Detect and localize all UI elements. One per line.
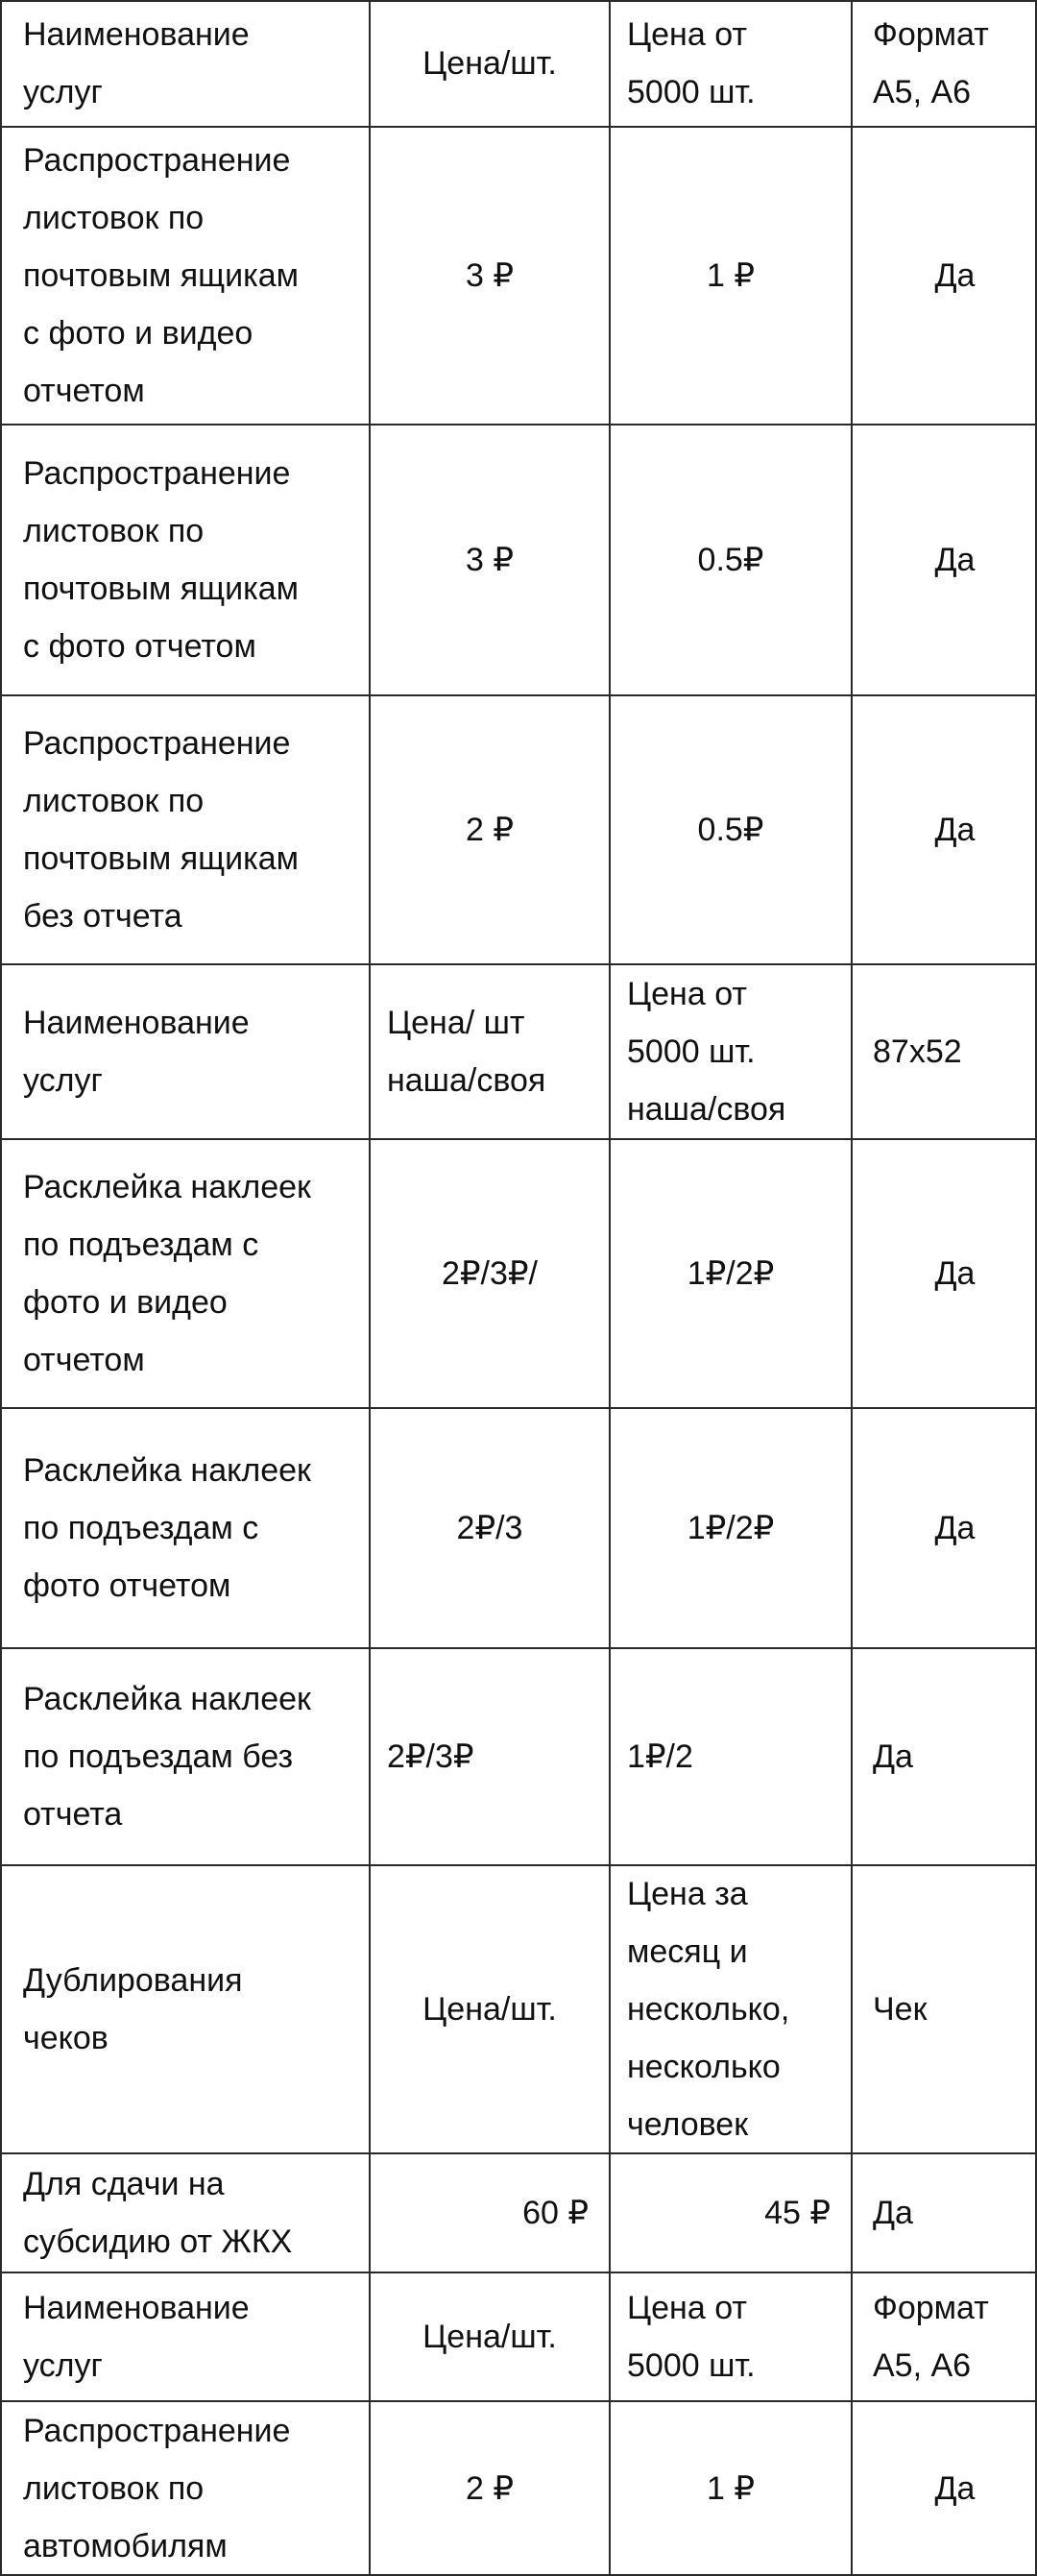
row-divider (0, 1647, 1037, 1649)
column-divider (369, 0, 371, 2576)
table-subheader-row (0, 2272, 1037, 2401)
table-row (0, 1865, 1037, 2153)
bulk-price-cell: 45 ₽ (764, 2195, 831, 2231)
price-cell: 2₽/3₽ (387, 1738, 474, 1775)
table-subheader-row (0, 964, 1037, 1139)
format-cell: Да (934, 812, 976, 848)
format-cell: Да (934, 542, 976, 578)
bulk-price-cell: 0.5₽ (697, 812, 764, 848)
bulk-price-cell: 1 ₽ (707, 2470, 755, 2507)
bulk-price-cell: 1₽/2₽ (687, 1255, 775, 1292)
subheader-format: 87x52 (873, 1033, 962, 1070)
price-cell: 2 ₽ (466, 2470, 514, 2507)
price-cell: 3 ₽ (466, 542, 514, 578)
header-price-from-5000: Цена от 5000 шт. (627, 16, 756, 110)
table-row (0, 1648, 1037, 1865)
format-cell: Да (873, 1738, 913, 1775)
format-cell: Чек (873, 1991, 928, 2028)
service-name-cell: Распространение листовок по автомобилям (23, 2413, 291, 2564)
bulk-price-cell: 1 ₽ (707, 257, 755, 294)
table-row (0, 1408, 1037, 1648)
subheader-format: Формат А5, А6 (873, 2290, 989, 2384)
header-service-name: Наименование услуг (23, 16, 250, 110)
service-name-cell: Расклейка наклеек по подъездам с фото и видео отчетом (23, 1169, 311, 1378)
table-row (0, 425, 1037, 695)
header-price-per-unit: Цена/шт. (422, 45, 557, 82)
format-cell: Да (934, 2470, 976, 2507)
table-border-left (0, 0, 2, 2576)
row-divider (0, 694, 1037, 696)
bulk-price-cell: Цена за месяц и несколько, несколько человек (627, 1876, 790, 2143)
row-divider (0, 0, 1037, 2)
table-header-row (0, 0, 1037, 127)
format-cell: Да (934, 1255, 976, 1292)
table-row (0, 2153, 1037, 2272)
subheader-price-from-5000: Цена от 5000 шт. наша/своя (627, 976, 786, 1128)
row-divider (0, 1138, 1037, 1140)
price-cell: 2₽/3₽/ (442, 1255, 538, 1292)
subheader-price-per-unit: Цена/ шт наша/своя (387, 1005, 546, 1099)
row-divider (0, 424, 1037, 425)
column-divider (609, 0, 611, 2576)
row-divider (0, 126, 1037, 128)
price-cell: 3 ₽ (466, 257, 514, 294)
service-name-cell: Расклейка наклеек по подъездам с фото отчетом (23, 1452, 311, 1604)
subheader-price-per-unit: Цена/шт. (422, 2319, 557, 2355)
service-name-cell: Расклейка наклеек по подъездам без отчета (23, 1681, 311, 1833)
row-divider (0, 963, 1037, 965)
row-divider (0, 2272, 1037, 2273)
column-divider (851, 0, 853, 2576)
row-divider (0, 2152, 1037, 2154)
bulk-price-cell: 1₽/2 (627, 1738, 693, 1775)
bulk-price-cell: 0.5₽ (697, 542, 764, 578)
table-row (0, 127, 1037, 425)
table-row (0, 1139, 1037, 1408)
price-cell: 2₽/3 (456, 1510, 523, 1546)
service-name-cell: Дублирования чеков (23, 1962, 243, 2056)
service-name-cell: Распространение листовок по почтовым ящикам с фото отчетом (23, 455, 299, 665)
row-divider (0, 1864, 1037, 1866)
price-cell: Цена/шт. (422, 1991, 557, 2028)
format-cell: Да (934, 1510, 976, 1546)
bulk-price-cell: 1₽/2₽ (687, 1510, 775, 1546)
row-divider (0, 2400, 1037, 2402)
format-cell: Да (873, 2195, 913, 2231)
format-cell: Да (934, 257, 976, 294)
service-name-cell: Распространение листовок по почтовым ящикам с фото и видео отчетом (23, 142, 299, 409)
service-name-cell: Для сдачи на субсидию от ЖКХ (23, 2166, 293, 2260)
header-format: Формат А5, А6 (873, 16, 989, 110)
table-row (0, 695, 1037, 964)
subheader-price-from-5000: Цена от 5000 шт. (627, 2290, 756, 2384)
price-cell: 2 ₽ (466, 812, 514, 848)
row-divider (0, 1407, 1037, 1409)
subheader-service-name: Наименование услуг (23, 2290, 250, 2384)
table-row (0, 2401, 1037, 2576)
service-name-cell: Распространение листовок по почтовым ящикам без отчета (23, 725, 299, 935)
price-cell: 60 ₽ (522, 2195, 589, 2231)
subheader-service-name: Наименование услуг (23, 1005, 250, 1099)
